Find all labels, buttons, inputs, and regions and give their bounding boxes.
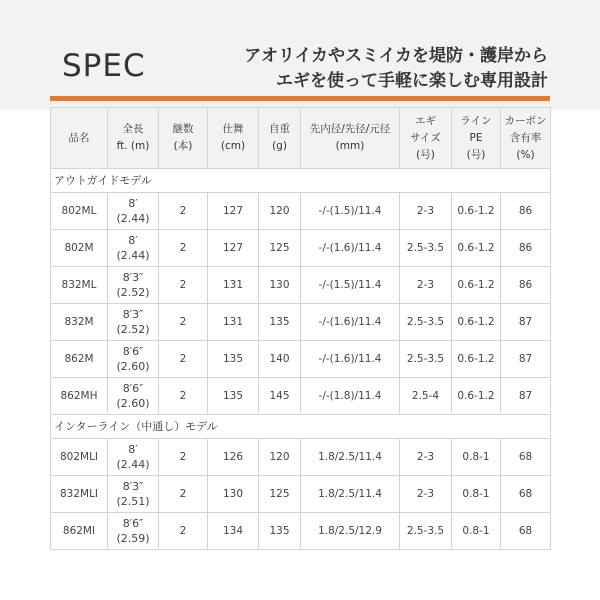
pieces-cell: 2 bbox=[159, 439, 208, 476]
length-ft: 8′3″ bbox=[122, 308, 144, 321]
weight-cell: 135 bbox=[259, 304, 301, 341]
pieces-cell: 2 bbox=[159, 193, 208, 230]
column-header bbox=[51, 108, 108, 169]
closed-length-cell: 131 bbox=[208, 304, 259, 341]
line-pe-cell: 0.6-1.2 bbox=[452, 378, 501, 415]
diameter-cell: -/-(1.5)/11.4 bbox=[301, 267, 400, 304]
column-header-line: 自重 bbox=[269, 123, 290, 135]
egi-size-cell: 2-3 bbox=[400, 439, 452, 476]
column-header-line: ft. (m) bbox=[116, 140, 150, 152]
egi-size-cell: 2.5-3.5 bbox=[400, 304, 452, 341]
carbon-cell: 86 bbox=[501, 267, 551, 304]
carbon-cell: 68 bbox=[501, 439, 551, 476]
pieces-cell: 2 bbox=[159, 378, 208, 415]
section-label: インターライン（中通し）モデル bbox=[51, 415, 551, 439]
column-header-line: (%) bbox=[516, 148, 535, 161]
line-pe-cell: 0.8-1 bbox=[452, 439, 501, 476]
column-header-line: 品名 bbox=[68, 131, 90, 144]
diameter-cell: -/-(1.8)/11.4 bbox=[301, 378, 400, 415]
section-header-row bbox=[51, 169, 551, 193]
carbon-cell: 68 bbox=[501, 513, 551, 550]
table-row bbox=[51, 193, 551, 230]
closed-length-cell: 126 bbox=[208, 439, 259, 476]
length-cell bbox=[108, 341, 159, 378]
diameter-cell: -/-(1.6)/11.4 bbox=[301, 341, 400, 378]
pieces-cell: 2 bbox=[159, 476, 208, 513]
closed-length-cell: 135 bbox=[208, 341, 259, 378]
pieces-cell: 2 bbox=[159, 513, 208, 550]
length-cell bbox=[108, 304, 159, 341]
weight-cell: 140 bbox=[259, 341, 301, 378]
column-header-line: (号) bbox=[466, 148, 486, 161]
length-cell bbox=[108, 267, 159, 304]
egi-size-cell: 2.5-3.5 bbox=[400, 341, 452, 378]
length-m: (2.52) bbox=[116, 286, 150, 299]
column-header-line: (号) bbox=[416, 148, 435, 161]
table-row bbox=[51, 476, 551, 513]
pieces-cell: 2 bbox=[159, 267, 208, 304]
carbon-cell: 87 bbox=[501, 341, 551, 378]
weight-cell: 120 bbox=[259, 439, 301, 476]
column-header-line: 継数 bbox=[172, 123, 194, 135]
egi-size-cell: 2-3 bbox=[400, 476, 452, 513]
tagline-line-1: アオリイカやスミイカを堤防・護岸から bbox=[244, 46, 548, 66]
column-header-line: エギ bbox=[415, 114, 436, 127]
closed-length-cell: 127 bbox=[208, 193, 259, 230]
weight-cell: 125 bbox=[259, 476, 301, 513]
pieces-cell: 2 bbox=[159, 304, 208, 341]
table-row bbox=[51, 304, 551, 341]
egi-size-cell: 2-3 bbox=[400, 267, 452, 304]
diameter-cell: 1.8/2.5/11.4 bbox=[301, 476, 400, 513]
table-body bbox=[51, 169, 551, 550]
closed-length-cell: 131 bbox=[208, 267, 259, 304]
length-cell bbox=[108, 476, 159, 513]
closed-length-cell: 130 bbox=[208, 476, 259, 513]
section-header-row bbox=[51, 415, 551, 439]
length-ft: 8′3″ bbox=[122, 271, 144, 284]
column-header bbox=[452, 108, 501, 169]
carbon-cell: 68 bbox=[501, 476, 551, 513]
diameter-cell: -/-(1.6)/11.4 bbox=[301, 230, 400, 267]
spec-table bbox=[50, 107, 551, 550]
pieces-cell: 2 bbox=[159, 341, 208, 378]
length-m: (2.59) bbox=[116, 532, 150, 545]
column-header-line: (mm) bbox=[335, 140, 365, 152]
table-row bbox=[51, 513, 551, 550]
egi-size-cell: 2.5-4 bbox=[400, 378, 452, 415]
column-header-line: (本) bbox=[173, 140, 193, 152]
diameter-cell: 1.8/2.5/12.9 bbox=[301, 513, 400, 550]
line-pe-cell: 0.8-1 bbox=[452, 476, 501, 513]
model-name-cell: 862M bbox=[51, 341, 108, 378]
column-header-line: 先内径/先径/元径 bbox=[309, 123, 391, 135]
closed-length-cell: 135 bbox=[208, 378, 259, 415]
length-ft: 8′6″ bbox=[122, 382, 144, 395]
carbon-cell: 87 bbox=[501, 378, 551, 415]
diameter-cell: -/-(1.5)/11.4 bbox=[301, 193, 400, 230]
column-header bbox=[501, 108, 551, 169]
diameter-cell: -/-(1.6)/11.4 bbox=[301, 304, 400, 341]
closed-length-cell: 127 bbox=[208, 230, 259, 267]
length-m: (2.52) bbox=[116, 323, 150, 336]
table-row bbox=[51, 230, 551, 267]
diameter-cell: 1.8/2.5/11.4 bbox=[301, 439, 400, 476]
length-ft: 8′3″ bbox=[122, 480, 144, 493]
model-name-cell: 802MLI bbox=[51, 439, 108, 476]
column-header bbox=[400, 108, 452, 169]
model-name-cell: 862MH bbox=[51, 378, 108, 415]
column-header-line: (g) bbox=[272, 140, 287, 152]
model-name-cell: 802ML bbox=[51, 193, 108, 230]
pieces-cell: 2 bbox=[159, 230, 208, 267]
column-header-line: (cm) bbox=[220, 140, 246, 152]
length-cell bbox=[108, 193, 159, 230]
spec-header bbox=[0, 0, 600, 110]
length-cell bbox=[108, 378, 159, 415]
length-m: (2.60) bbox=[116, 397, 150, 410]
model-name-cell: 832ML bbox=[51, 267, 108, 304]
column-header-line: サイズ bbox=[410, 131, 441, 144]
column-header-line: 全長 bbox=[122, 123, 144, 135]
length-cell bbox=[108, 439, 159, 476]
line-pe-cell: 0.6-1.2 bbox=[452, 193, 501, 230]
weight-cell: 145 bbox=[259, 378, 301, 415]
carbon-cell: 86 bbox=[501, 230, 551, 267]
column-header-line: 含有率 bbox=[509, 131, 542, 144]
table-header-row bbox=[51, 108, 551, 169]
column-header bbox=[301, 108, 400, 169]
length-m: (2.60) bbox=[116, 360, 150, 373]
model-name-cell: 862MI bbox=[51, 513, 108, 550]
column-header bbox=[108, 108, 159, 169]
model-name-cell: 832M bbox=[51, 304, 108, 341]
accent-divider bbox=[50, 96, 550, 101]
line-pe-cell: 0.6-1.2 bbox=[452, 230, 501, 267]
weight-cell: 135 bbox=[259, 513, 301, 550]
column-header-line: ライン bbox=[460, 114, 492, 127]
carbon-cell: 87 bbox=[501, 304, 551, 341]
closed-length-cell: 134 bbox=[208, 513, 259, 550]
length-m: (2.44) bbox=[116, 458, 150, 471]
model-name-cell: 832MLI bbox=[51, 476, 108, 513]
weight-cell: 125 bbox=[259, 230, 301, 267]
table-row bbox=[51, 341, 551, 378]
line-pe-cell: 0.6-1.2 bbox=[452, 341, 501, 378]
section-label: アウトガイドモデル bbox=[51, 169, 551, 193]
length-ft: 8′6″ bbox=[122, 345, 144, 358]
spec-title: SPEC bbox=[62, 48, 146, 84]
column-header-line: PE bbox=[469, 131, 483, 144]
table-row bbox=[51, 439, 551, 476]
length-m: (2.44) bbox=[116, 249, 150, 262]
length-ft: 8′ bbox=[128, 234, 138, 247]
line-pe-cell: 0.6-1.2 bbox=[452, 267, 501, 304]
column-header bbox=[208, 108, 259, 169]
line-pe-cell: 0.8-1 bbox=[452, 513, 501, 550]
length-cell bbox=[108, 513, 159, 550]
column-header-line: カーボン bbox=[504, 114, 547, 127]
egi-size-cell: 2.5-3.5 bbox=[400, 513, 452, 550]
line-pe-cell: 0.6-1.2 bbox=[452, 304, 501, 341]
length-ft: 8′ bbox=[128, 197, 138, 210]
column-header bbox=[259, 108, 301, 169]
model-name-cell: 802M bbox=[51, 230, 108, 267]
egi-size-cell: 2.5-3.5 bbox=[400, 230, 452, 267]
carbon-cell: 86 bbox=[501, 193, 551, 230]
length-m: (2.44) bbox=[116, 212, 150, 225]
egi-size-cell: 2-3 bbox=[400, 193, 452, 230]
table-row bbox=[51, 267, 551, 304]
length-cell bbox=[108, 230, 159, 267]
weight-cell: 120 bbox=[259, 193, 301, 230]
length-m: (2.51) bbox=[116, 495, 150, 508]
column-header bbox=[159, 108, 208, 169]
length-ft: 8′6″ bbox=[122, 517, 144, 530]
tagline bbox=[244, 44, 548, 94]
tagline-line-2: エギを使って手軽に楽しむ専用設計 bbox=[276, 71, 548, 91]
weight-cell: 130 bbox=[259, 267, 301, 304]
column-header-line: 仕舞 bbox=[222, 123, 244, 135]
length-ft: 8′ bbox=[128, 443, 138, 456]
table-row bbox=[51, 378, 551, 415]
